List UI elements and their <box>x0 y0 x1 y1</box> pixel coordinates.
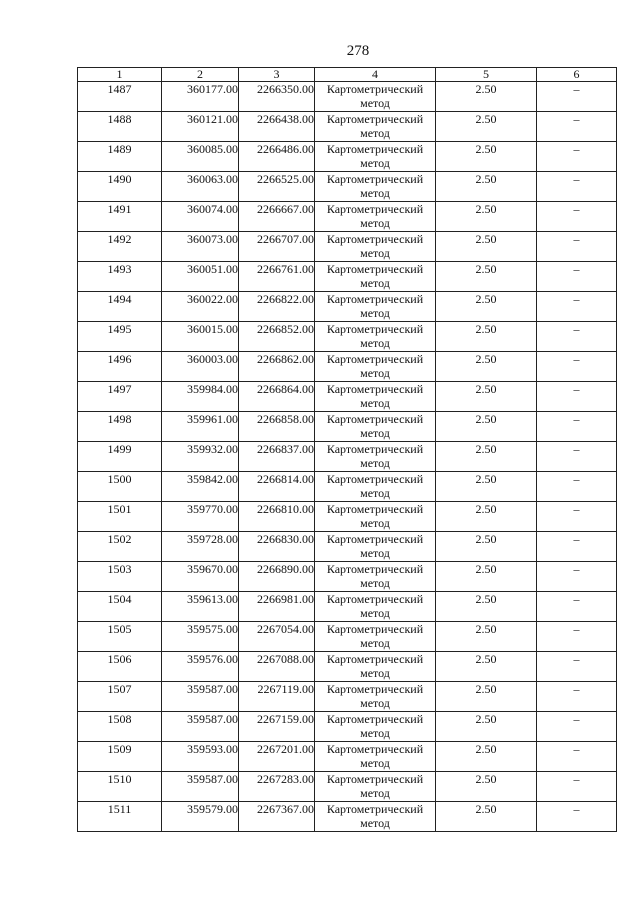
coordinate-y: 2266667.00 <box>239 202 315 232</box>
coordinate-x: 360085.00 <box>162 142 239 172</box>
method-line-2: метод <box>360 426 390 440</box>
method-line-1: Картометрический <box>326 352 424 366</box>
accuracy: 2.50 <box>436 352 537 382</box>
method-line-1: Картометрический <box>326 292 424 306</box>
method-line-2: метод <box>360 516 390 530</box>
point-number: 1498 <box>78 412 162 442</box>
coordinate-x: 360063.00 <box>162 172 239 202</box>
method-line-2: метод <box>360 816 390 830</box>
accuracy: 2.50 <box>436 712 537 742</box>
coordinate-x: 359576.00 <box>162 652 239 682</box>
method-line-2: метод <box>360 696 390 710</box>
description: – <box>537 262 617 292</box>
coordinate-y: 2266438.00 <box>239 112 315 142</box>
method-cell <box>315 382 436 412</box>
description: – <box>537 172 617 202</box>
method-cell <box>315 82 436 112</box>
method-line-1: Картометрический <box>326 592 424 606</box>
point-number: 1509 <box>78 742 162 772</box>
table-row <box>78 802 617 832</box>
coordinate-x: 359984.00 <box>162 382 239 412</box>
description: – <box>537 82 617 112</box>
point-number: 1511 <box>78 802 162 832</box>
coordinate-y: 2267283.00 <box>239 772 315 802</box>
method-line-2: метод <box>360 276 390 290</box>
method-cell <box>315 412 436 442</box>
method-line-1: Картометрический <box>326 382 424 396</box>
method-cell <box>315 502 436 532</box>
description: – <box>537 142 617 172</box>
method-cell <box>315 532 436 562</box>
coordinate-x: 359670.00 <box>162 562 239 592</box>
method-cell <box>315 322 436 352</box>
method-line-1: Картометрический <box>326 412 424 426</box>
method-line-1: Картометрический <box>326 202 424 216</box>
accuracy: 2.50 <box>436 112 537 142</box>
description: – <box>537 472 617 502</box>
table-row <box>78 202 617 232</box>
method-cell <box>315 112 436 142</box>
method-line-2: метод <box>360 456 390 470</box>
point-number: 1495 <box>78 322 162 352</box>
description: – <box>537 622 617 652</box>
method-cell <box>315 622 436 652</box>
coordinate-x: 360003.00 <box>162 352 239 382</box>
description: – <box>537 232 617 262</box>
accuracy: 2.50 <box>436 622 537 652</box>
method-line-1: Картометрический <box>326 532 424 546</box>
method-line-2: метод <box>360 576 390 590</box>
method-cell <box>315 682 436 712</box>
description: – <box>537 742 617 772</box>
coordinate-x: 359770.00 <box>162 502 239 532</box>
accuracy: 2.50 <box>436 652 537 682</box>
coordinate-x: 360022.00 <box>162 292 239 322</box>
accuracy: 2.50 <box>436 772 537 802</box>
accuracy: 2.50 <box>436 502 537 532</box>
point-number: 1493 <box>78 262 162 292</box>
coordinate-y: 2266837.00 <box>239 442 315 472</box>
method-line-1: Картометрический <box>326 232 424 246</box>
accuracy: 2.50 <box>436 592 537 622</box>
method-line-1: Картометрический <box>326 712 424 726</box>
coordinate-x: 360121.00 <box>162 112 239 142</box>
method-cell <box>315 262 436 292</box>
table-row <box>78 742 617 772</box>
coordinate-y: 2266858.00 <box>239 412 315 442</box>
table-row <box>78 112 617 142</box>
table-row <box>78 682 617 712</box>
table-row <box>78 142 617 172</box>
method-line-1: Картометрический <box>326 652 424 666</box>
table-row <box>78 232 617 262</box>
accuracy: 2.50 <box>436 322 537 352</box>
method-cell <box>315 712 436 742</box>
method-line-2: метод <box>360 186 390 200</box>
accuracy: 2.50 <box>436 472 537 502</box>
method-cell <box>315 592 436 622</box>
coordinate-y: 2267159.00 <box>239 712 315 742</box>
coordinate-y: 2266350.00 <box>239 82 315 112</box>
method-cell <box>315 802 436 832</box>
table-row <box>78 622 617 652</box>
coordinate-x: 359961.00 <box>162 412 239 442</box>
table-row <box>78 82 617 112</box>
coordinate-y: 2266486.00 <box>239 142 315 172</box>
method-line-2: метод <box>360 246 390 260</box>
method-line-2: метод <box>360 396 390 410</box>
accuracy: 2.50 <box>436 232 537 262</box>
table-row <box>78 172 617 202</box>
table-row <box>78 502 617 532</box>
method-line-1: Картометрический <box>326 82 424 96</box>
point-number: 1488 <box>78 112 162 142</box>
method-cell <box>315 202 436 232</box>
coordinate-x: 359587.00 <box>162 772 239 802</box>
table-row <box>78 532 617 562</box>
description: – <box>537 442 617 472</box>
method-line-1: Картометрический <box>326 502 424 516</box>
method-line-2: метод <box>360 756 390 770</box>
method-cell <box>315 472 436 502</box>
description: – <box>537 772 617 802</box>
table-row <box>78 262 617 292</box>
table-row <box>78 352 617 382</box>
accuracy: 2.50 <box>436 202 537 232</box>
method-line-2: метод <box>360 366 390 380</box>
method-line-2: метод <box>360 726 390 740</box>
description: – <box>537 292 617 322</box>
coordinate-y: 2266981.00 <box>239 592 315 622</box>
method-line-1: Картометрический <box>326 562 424 576</box>
coordinate-y: 2266852.00 <box>239 322 315 352</box>
coordinate-y: 2266761.00 <box>239 262 315 292</box>
coordinate-x: 359587.00 <box>162 682 239 712</box>
method-line-2: метод <box>360 786 390 800</box>
table-row <box>78 472 617 502</box>
coordinate-y: 2267054.00 <box>239 622 315 652</box>
coordinate-y: 2267367.00 <box>239 802 315 832</box>
method-cell <box>315 232 436 262</box>
coordinate-x: 360177.00 <box>162 82 239 112</box>
method-cell <box>315 172 436 202</box>
table-row <box>78 292 617 322</box>
accuracy: 2.50 <box>436 292 537 322</box>
coordinate-y: 2267088.00 <box>239 652 315 682</box>
accuracy: 2.50 <box>436 562 537 592</box>
coordinate-y: 2267119.00 <box>239 682 315 712</box>
accuracy: 2.50 <box>436 142 537 172</box>
coordinate-x: 360074.00 <box>162 202 239 232</box>
coordinate-y: 2266862.00 <box>239 352 315 382</box>
accuracy: 2.50 <box>436 442 537 472</box>
table-row <box>78 562 617 592</box>
column-header-3: 3 <box>239 68 315 82</box>
point-number: 1500 <box>78 472 162 502</box>
method-line-1: Картометрический <box>326 802 424 816</box>
method-line-2: метод <box>360 126 390 140</box>
method-cell <box>315 442 436 472</box>
method-cell <box>315 652 436 682</box>
accuracy: 2.50 <box>436 802 537 832</box>
method-line-1: Картометрический <box>326 262 424 276</box>
description: – <box>537 802 617 832</box>
coordinate-x: 360073.00 <box>162 232 239 262</box>
method-line-2: метод <box>360 606 390 620</box>
point-number: 1507 <box>78 682 162 712</box>
accuracy: 2.50 <box>436 682 537 712</box>
description: – <box>537 412 617 442</box>
description: – <box>537 592 617 622</box>
table-row <box>78 652 617 682</box>
method-cell <box>315 292 436 322</box>
description: – <box>537 712 617 742</box>
table-row <box>78 592 617 622</box>
description: – <box>537 352 617 382</box>
method-cell <box>315 352 436 382</box>
coordinate-y: 2266810.00 <box>239 502 315 532</box>
coordinate-y: 2266525.00 <box>239 172 315 202</box>
description: – <box>537 682 617 712</box>
point-number: 1492 <box>78 232 162 262</box>
method-line-2: метод <box>360 636 390 650</box>
header-row <box>78 68 617 82</box>
coordinates-table <box>77 67 617 832</box>
accuracy: 2.50 <box>436 742 537 772</box>
point-number: 1494 <box>78 292 162 322</box>
point-number: 1501 <box>78 502 162 532</box>
table-row <box>78 712 617 742</box>
method-line-2: метод <box>360 216 390 230</box>
column-header-4: 4 <box>315 68 436 82</box>
coordinate-x: 359579.00 <box>162 802 239 832</box>
description: – <box>537 322 617 352</box>
table-row <box>78 442 617 472</box>
table-row <box>78 382 617 412</box>
column-header-2: 2 <box>162 68 239 82</box>
method-line-2: метод <box>360 156 390 170</box>
method-line-2: метод <box>360 546 390 560</box>
method-line-1: Картометрический <box>326 142 424 156</box>
coordinate-x: 359842.00 <box>162 472 239 502</box>
coordinate-y: 2266814.00 <box>239 472 315 502</box>
accuracy: 2.50 <box>436 262 537 292</box>
point-number: 1510 <box>78 772 162 802</box>
point-number: 1503 <box>78 562 162 592</box>
page-number: 278 <box>346 43 370 59</box>
point-number: 1499 <box>78 442 162 472</box>
method-line-2: метод <box>360 96 390 110</box>
point-number: 1502 <box>78 532 162 562</box>
table-row <box>78 322 617 352</box>
method-line-1: Картометрический <box>326 682 424 696</box>
method-line-1: Картометрический <box>326 442 424 456</box>
coordinate-x: 359587.00 <box>162 712 239 742</box>
coordinate-y: 2266707.00 <box>239 232 315 262</box>
coordinate-x: 359932.00 <box>162 442 239 472</box>
point-number: 1490 <box>78 172 162 202</box>
description: – <box>537 562 617 592</box>
method-line-1: Картометрический <box>326 742 424 756</box>
accuracy: 2.50 <box>436 532 537 562</box>
coordinate-x: 359613.00 <box>162 592 239 622</box>
coordinate-y: 2266890.00 <box>239 562 315 592</box>
coordinate-x: 359728.00 <box>162 532 239 562</box>
method-line-1: Картометрический <box>326 112 424 126</box>
point-number: 1508 <box>78 712 162 742</box>
point-number: 1496 <box>78 352 162 382</box>
point-number: 1505 <box>78 622 162 652</box>
coordinate-x: 359593.00 <box>162 742 239 772</box>
method-line-2: метод <box>360 486 390 500</box>
description: – <box>537 532 617 562</box>
description: – <box>537 382 617 412</box>
accuracy: 2.50 <box>436 382 537 412</box>
method-line-2: метод <box>360 306 390 320</box>
method-line-1: Картометрический <box>326 772 424 786</box>
coordinate-x: 360015.00 <box>162 322 239 352</box>
column-header-6: 6 <box>537 68 617 82</box>
table-body <box>78 82 617 832</box>
table-row <box>78 412 617 442</box>
method-cell <box>315 142 436 172</box>
coordinate-y: 2266830.00 <box>239 532 315 562</box>
method-line-1: Картометрический <box>326 472 424 486</box>
coordinate-y: 2267201.00 <box>239 742 315 772</box>
coordinate-x: 359575.00 <box>162 622 239 652</box>
column-header-5: 5 <box>436 68 537 82</box>
method-line-1: Картометрический <box>326 172 424 186</box>
point-number: 1504 <box>78 592 162 622</box>
method-cell <box>315 562 436 592</box>
description: – <box>537 112 617 142</box>
method-line-2: метод <box>360 666 390 680</box>
method-cell <box>315 742 436 772</box>
accuracy: 2.50 <box>436 172 537 202</box>
column-header-1: 1 <box>78 68 162 82</box>
coordinate-y: 2266822.00 <box>239 292 315 322</box>
method-line-1: Картометрический <box>326 322 424 336</box>
table-row <box>78 772 617 802</box>
point-number: 1497 <box>78 382 162 412</box>
coordinate-y: 2266864.00 <box>239 382 315 412</box>
accuracy: 2.50 <box>436 412 537 442</box>
point-number: 1487 <box>78 82 162 112</box>
point-number: 1506 <box>78 652 162 682</box>
method-cell <box>315 772 436 802</box>
description: – <box>537 202 617 232</box>
point-number: 1491 <box>78 202 162 232</box>
method-line-1: Картометрический <box>326 622 424 636</box>
method-line-2: метод <box>360 336 390 350</box>
description: – <box>537 652 617 682</box>
point-number: 1489 <box>78 142 162 172</box>
description: – <box>537 502 617 532</box>
accuracy: 2.50 <box>436 82 537 112</box>
coordinate-x: 360051.00 <box>162 262 239 292</box>
